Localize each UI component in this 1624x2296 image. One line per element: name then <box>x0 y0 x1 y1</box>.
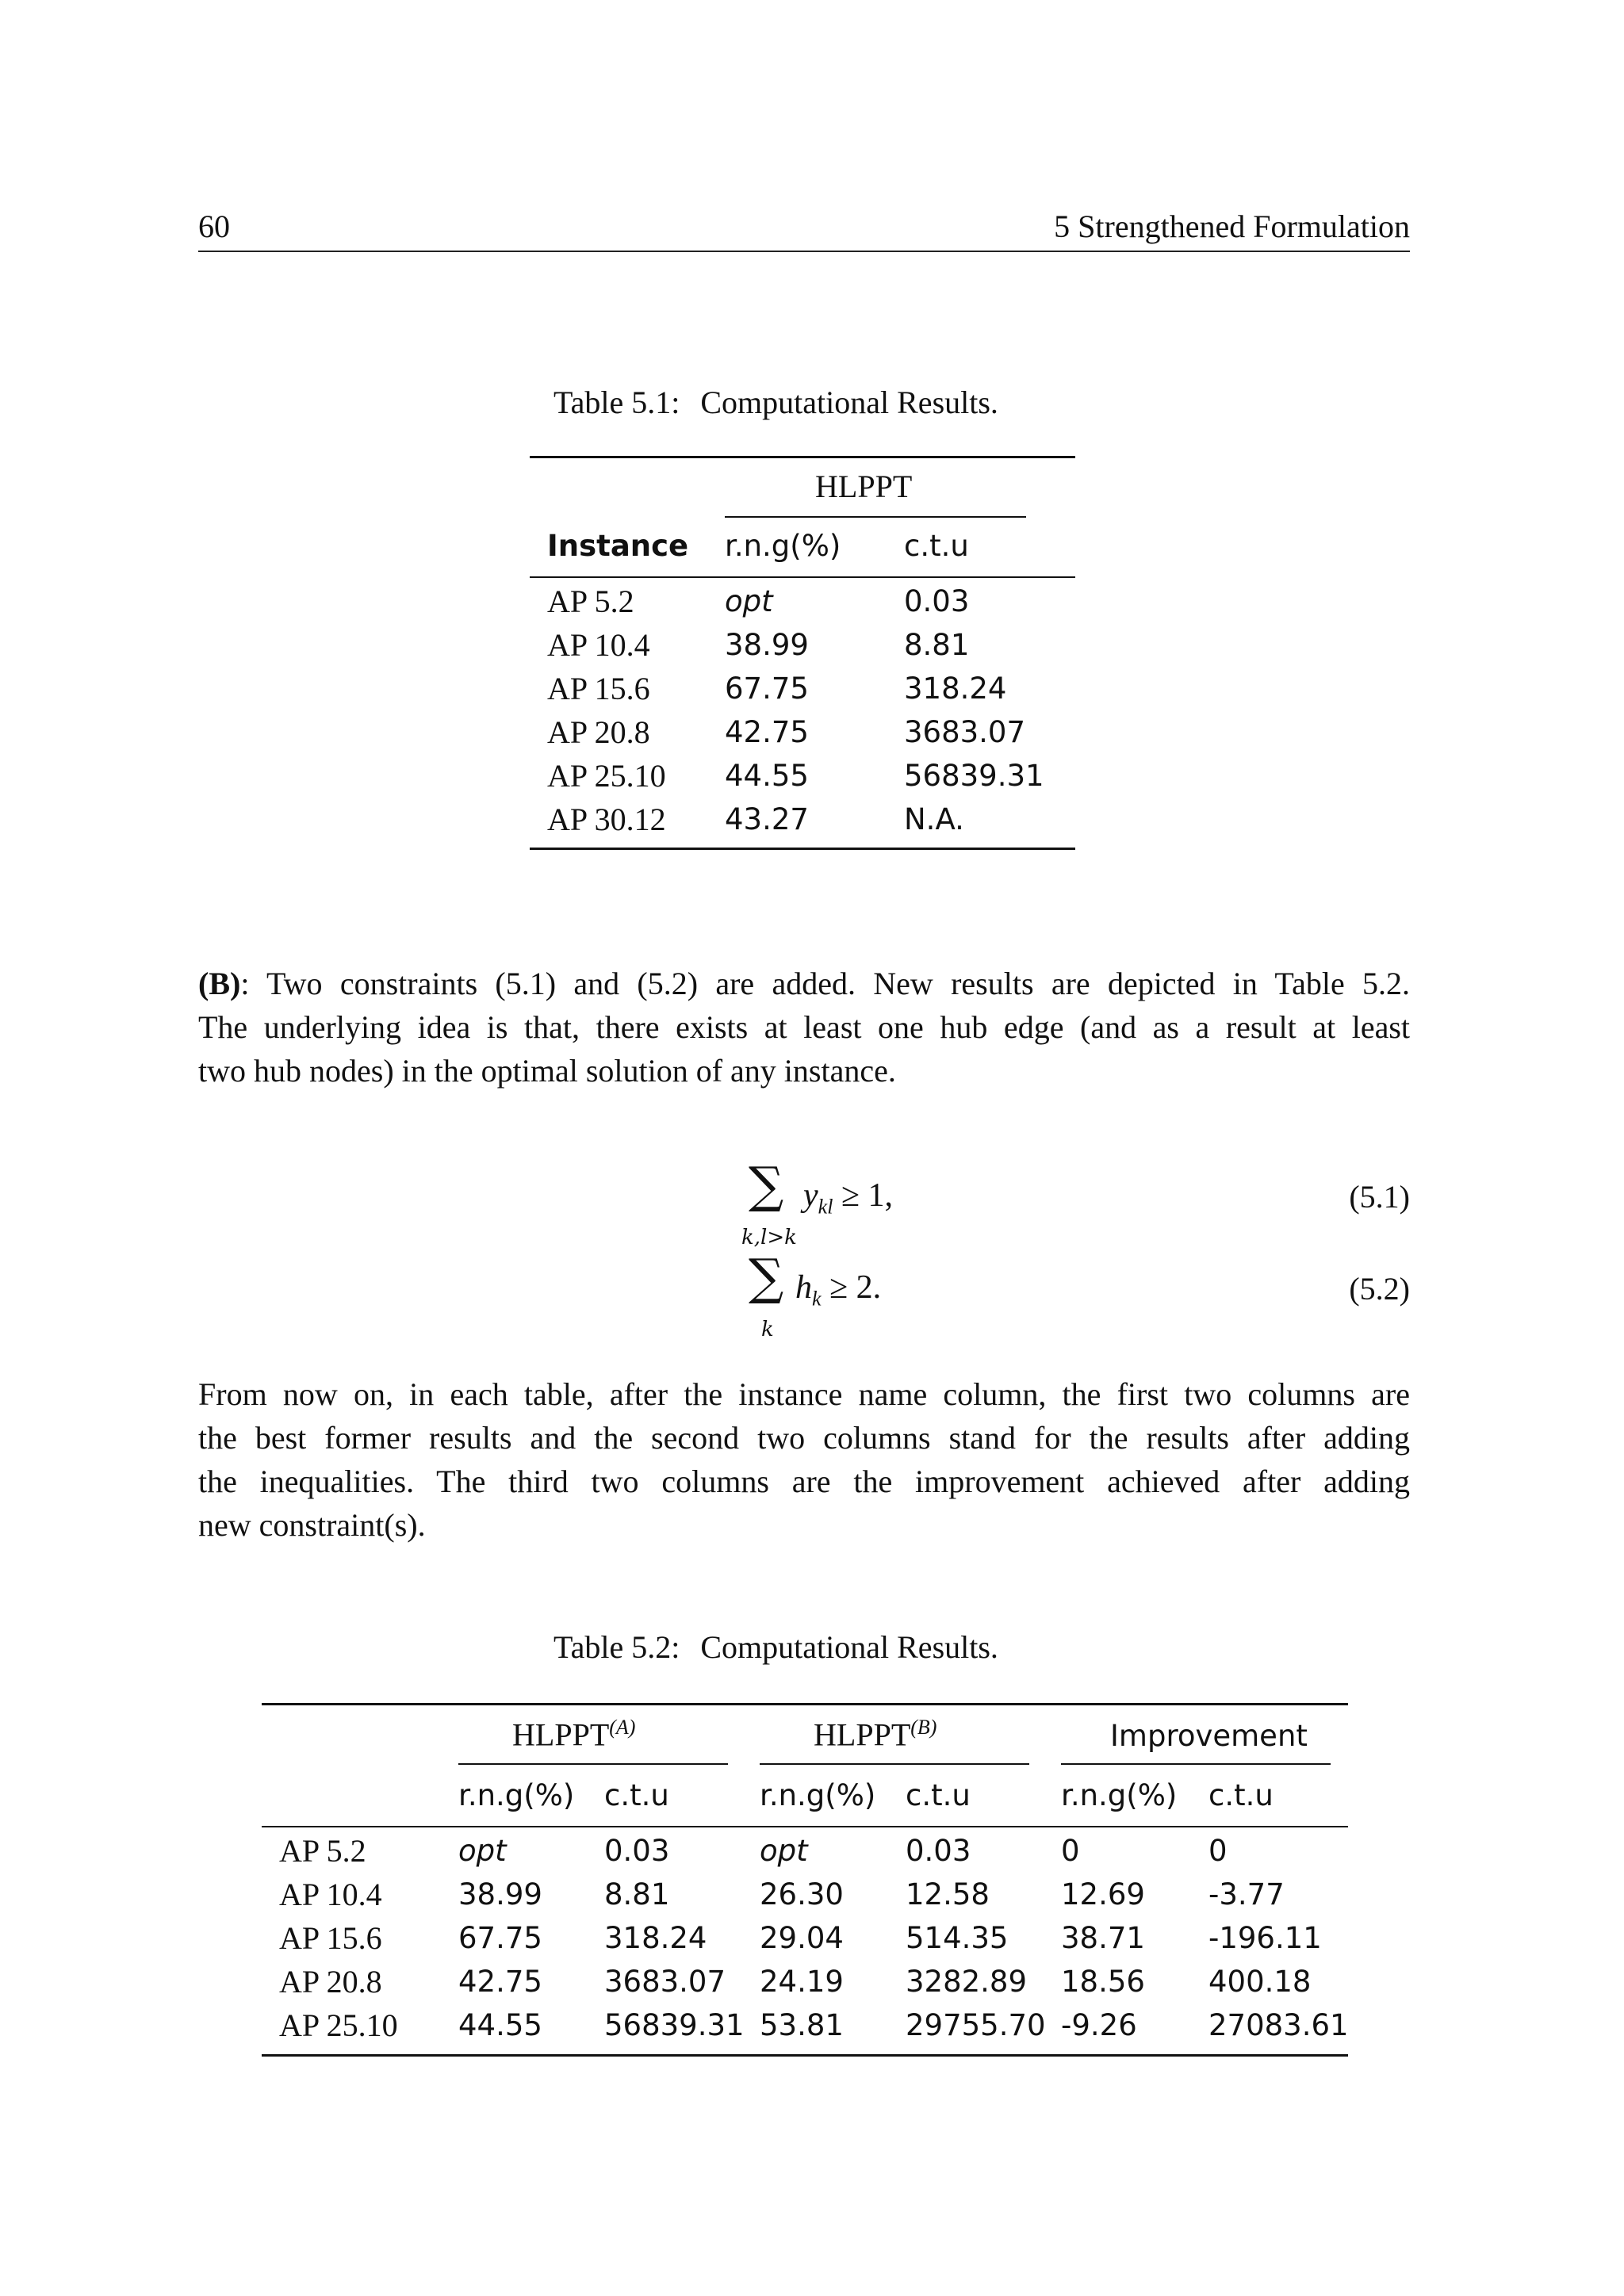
table2-group-rule-b <box>760 1763 1029 1765</box>
rng-a-cell: opt <box>458 1834 507 1868</box>
paragraph-line: new constraint(s). <box>198 1507 426 1543</box>
ctu-a-cell: 0.03 <box>604 1834 670 1868</box>
table1-col-rng: r.n.g(%) <box>725 529 841 563</box>
running-head <box>198 205 1410 252</box>
table2-group-rule-improvement <box>1061 1763 1331 1765</box>
instance-cell: AP 10.4 <box>279 1877 382 1912</box>
table1-mid-rule <box>530 576 1075 578</box>
table2-bottom-rule <box>262 2054 1348 2057</box>
rng-imp-cell: 38.71 <box>1061 1921 1145 1955</box>
equation-number: (5.1) <box>1349 1179 1410 1215</box>
var-sub: kl <box>818 1195 833 1219</box>
table1-col-instance: Instance <box>547 529 689 563</box>
equation-body <box>803 1177 893 1219</box>
rng-cell: 42.75 <box>725 715 809 749</box>
ctu-b-cell: 12.58 <box>906 1877 990 1911</box>
ctu-imp-cell: -3.77 <box>1208 1877 1285 1911</box>
table1-caption <box>553 384 998 421</box>
group-label: HLPPT <box>512 1716 610 1753</box>
paragraph-lead: (B) <box>198 966 241 1001</box>
rng-cell: 44.55 <box>725 759 809 793</box>
group-label: HLPPT <box>814 1716 911 1753</box>
group-sup: (B) <box>910 1716 937 1739</box>
instance-cell: AP 15.6 <box>547 671 650 706</box>
ctu-imp-cell: 0 <box>1208 1834 1228 1868</box>
rng-b-cell: 24.19 <box>760 1965 844 1999</box>
table1-caption-text: Computational Results. <box>700 385 998 420</box>
ctu-cell: 8.81 <box>904 628 970 662</box>
table2-col-rng-imp: r.n.g(%) <box>1061 1778 1178 1812</box>
table2-col-rng-b: r.n.g(%) <box>760 1778 876 1812</box>
paragraph-line: The underlying idea is that, there exists at least one hub edge (and as a result at least <box>198 1009 1410 1045</box>
table2-caption <box>553 1628 998 1666</box>
instance-cell: AP 20.8 <box>279 1964 382 1999</box>
rhs: ≥ 1, <box>841 1177 893 1214</box>
rng-b-cell: 26.30 <box>760 1877 844 1911</box>
ctu-cell: 0.03 <box>904 584 970 618</box>
paragraph-text: : Two constraints (5.1) and (5.2) are added. New results are depicted in Table 5.2. <box>240 966 1410 1001</box>
paragraph-line: two hub nodes) in the optimal solution of any instance. <box>198 1053 896 1089</box>
rng-a-cell: 67.75 <box>458 1921 542 1955</box>
rng-a-cell: 42.75 <box>458 1965 542 1999</box>
rng-a-cell: 44.55 <box>458 2008 542 2042</box>
rng-b-cell: 29.04 <box>760 1921 844 1955</box>
table2-col-rng-a: r.n.g(%) <box>458 1778 575 1812</box>
ctu-imp-cell: 27083.61 <box>1208 2008 1349 2042</box>
table2-col-ctu-a: c.t.u <box>604 1778 669 1812</box>
table1-caption-label: Table 5.1: <box>553 385 680 420</box>
ctu-b-cell: 3282.89 <box>906 1965 1028 1999</box>
table2-caption-label: Table 5.2: <box>553 1629 680 1665</box>
ctu-cell: 3683.07 <box>904 715 1026 749</box>
equation-number: (5.2) <box>1349 1271 1410 1307</box>
table1-group-rule <box>725 516 1026 518</box>
ctu-a-cell: 56839.31 <box>604 2008 745 2042</box>
equation-body <box>795 1269 881 1311</box>
rng-cell: opt <box>725 584 773 618</box>
rng-cell: 43.27 <box>725 802 809 836</box>
table2-group-a <box>512 1716 635 1753</box>
ctu-cell: 318.24 <box>904 672 1007 706</box>
ctu-a-cell: 8.81 <box>604 1877 670 1911</box>
rng-imp-cell: 12.69 <box>1061 1877 1145 1911</box>
table2-group-rule-a <box>458 1763 728 1765</box>
table1-bottom-rule <box>530 848 1075 850</box>
ctu-imp-cell: 400.18 <box>1208 1965 1312 1999</box>
table1-top-rule <box>530 456 1075 458</box>
rng-imp-cell: 18.56 <box>1061 1965 1145 1999</box>
table2-group-b <box>814 1716 936 1753</box>
sum-index: k <box>761 1318 774 1341</box>
var: h <box>795 1269 812 1306</box>
table2-col-ctu-b: c.t.u <box>906 1778 971 1812</box>
rng-imp-cell: -9.26 <box>1061 2008 1137 2042</box>
table2-group-improvement: Improvement <box>1110 1719 1308 1753</box>
instance-cell: AP 25.10 <box>547 758 666 794</box>
table1-group-header: HLPPT <box>815 469 913 504</box>
sum-index: k,l>k <box>741 1226 797 1249</box>
group-sup: (A) <box>609 1716 636 1739</box>
paragraph-line <box>198 962 1410 1005</box>
ctu-b-cell: 29755.70 <box>906 2008 1046 2042</box>
instance-cell: AP 5.2 <box>547 584 634 619</box>
rng-cell: 38.99 <box>725 628 809 662</box>
ctu-b-cell: 0.03 <box>906 1834 971 1868</box>
instance-cell: AP 10.4 <box>547 627 650 663</box>
instance-cell: AP 25.10 <box>279 2007 398 2043</box>
summation-symbol: ∑ <box>749 1248 784 1306</box>
rhs: ≥ 2. <box>829 1269 882 1306</box>
chapter-title: 5 Strengthened Formulation <box>1054 209 1410 244</box>
ctu-imp-cell: -196.11 <box>1208 1921 1322 1955</box>
ctu-cell: N.A. <box>904 802 964 836</box>
table2-col-ctu-imp: c.t.u <box>1208 1778 1274 1812</box>
var: y <box>803 1177 818 1214</box>
table2-mid-rule <box>262 1826 1348 1827</box>
paragraph-columns-explanation <box>198 1372 1410 1547</box>
paragraph-line: From now on, in each table, after the instance name column, the first two columns are <box>198 1376 1410 1412</box>
ctu-cell: 56839.31 <box>904 759 1044 793</box>
ctu-a-cell: 3683.07 <box>604 1965 726 1999</box>
paragraph-line: the inequalities. The third two columns are the improvement achieved after adding <box>198 1464 1410 1499</box>
rng-b-cell: opt <box>760 1834 808 1868</box>
instance-cell: AP 5.2 <box>279 1833 366 1869</box>
rng-cell: 67.75 <box>725 672 809 706</box>
rng-a-cell: 38.99 <box>458 1877 542 1911</box>
rng-imp-cell: 0 <box>1061 1834 1080 1868</box>
rng-b-cell: 53.81 <box>760 2008 844 2042</box>
summation-symbol: ∑ <box>749 1156 784 1214</box>
instance-cell: AP 20.8 <box>547 714 650 750</box>
ctu-a-cell: 318.24 <box>604 1921 707 1955</box>
paragraph-line: the best former results and the second two columns stand for the results after adding <box>198 1420 1410 1456</box>
table2-caption-text: Computational Results. <box>700 1629 998 1665</box>
instance-cell: AP 15.6 <box>279 1920 382 1956</box>
var-sub: k <box>812 1287 822 1311</box>
instance-cell: AP 30.12 <box>547 802 666 837</box>
ctu-b-cell: 514.35 <box>906 1921 1009 1955</box>
paragraph-b <box>198 962 1410 1093</box>
table1-col-ctu: c.t.u <box>904 529 969 563</box>
page-number: 60 <box>198 209 230 244</box>
table2-top-rule <box>262 1703 1348 1705</box>
